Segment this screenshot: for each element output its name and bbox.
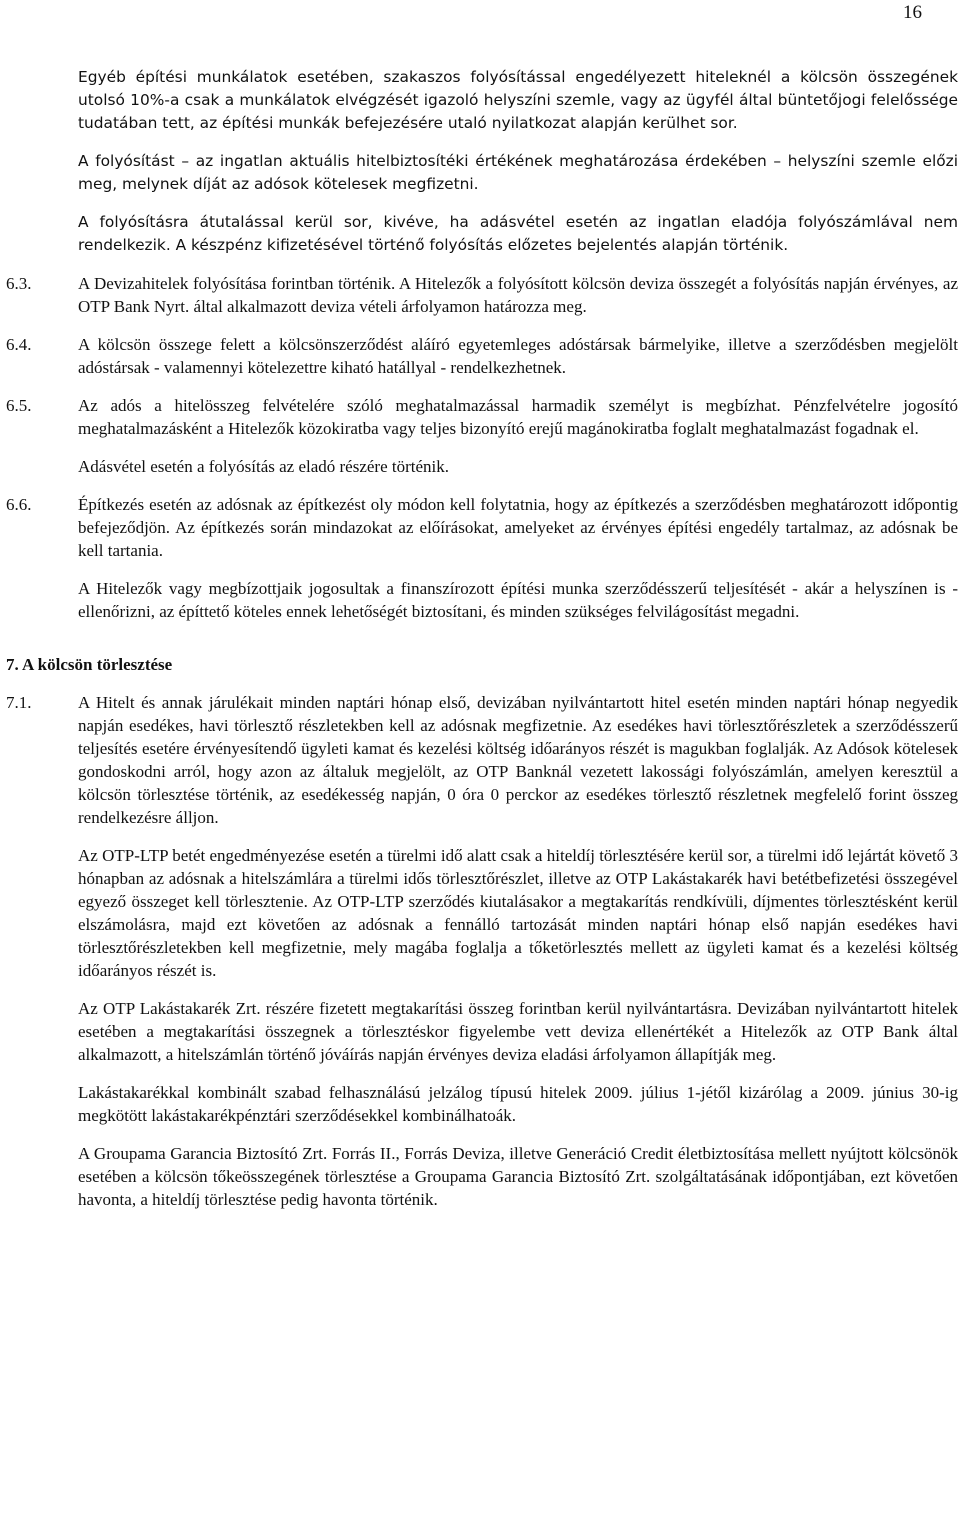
section-text: Az adós a hitelösszeg felvételére szóló meghatalmazással harmadik személyt is megbízhat. Pénzfelvételre jogosító meghatalmazásként a Hitelezők közokiratba vagy teljes bizonyító erejű magánokiratba foglalt meghatalmazást fogadnak el. [78,396,958,438]
paragraph-construction-disbursement: Egyéb építési munkálatok esetében, szakaszos folyósítással engedélyezett hiteleknél a kölcsön összegének utolsó 10%-a csak a munkálatok elvégzését igazoló helyszíni szemle, vagy az ügyfél által büntetőjogi felelőssége tudatában tett, az építési munkák befejezésére utaló nyilatkozat alapján kerülhet sor. [78,68,958,132]
section-text: A kölcsön összege felett a kölcsönszerződést aláíró egyetemleges adóstársak bármelyike, illetve a szerződésben megjelölt adóstársak - valamennyi kötelezettre kiható hatállyal - rendelkezhetnek. [78,335,958,377]
page-number: 16 [903,2,922,23]
paragraph-creditor-inspection: A Hitelezők vagy megbízottjaik jogosultak a finanszírozott építési munka szerződésszerű teljesítését - akár a helyszínen is - ellenőrizni, az építtető köteles ennek lehetőségét biztosítani, és minden szükséges felvilágosítást megadni. [78,579,958,621]
section-heading-7: 7. A kölcsön törlesztése [6,655,173,674]
section-number: 6.4. [6,335,32,354]
paragraph-transfer-disbursement: A folyósításra átutalással kerül sor, kivéve, ha adásvétel esetén az ingatlan eladója folyószámlával nem rendelkezik. A készpénz kifizetésével történő folyósítás előzetes bejelentés alapján történik. [78,213,958,254]
paragraph-savings-record: Az OTP Lakástakarék Zrt. részére fizetett megtakarítási összeg forintban kerül nyilvántartásra. Devizában nyilvántartott hitelek esetében a megtakarítási összegnek a törlesztéskor figyelembe vett deviza ellenértékét a Hitelezők az OTP Bank által alkalmazott, a hitelszámlán történő jóváírás napján érvényes deviza eladási árfolyamon állapítják meg. [78,999,958,1064]
paragraph-sale-disbursement: Adásvétel esetén a folyósítás az eladó részére történik. [78,457,450,476]
section-6-5 [6,394,958,440]
section-number: 6.5. [6,396,32,415]
section-text: A Devizahitelek folyósítása forintban történik. A Hitelezők a folyósított kölcsön deviza összegét a folyósítás napján érvényes, az OTP Bank Nyrt. által alkalmazott deviza vételi árfolyamon határozza meg. [78,274,958,316]
section-text: Építkezés esetén az adósnak az építkezést oly módon kell folytatnia, hogy az építkezés a szerződésben meghatározott időpontig befejeződjön. Az építkezés során mindazokat az előírásokat, amelyeket az érvényes építési engedély tartalmaz, az adósnak be kell tartania. [78,495,958,560]
paragraph-groupama-insurance: A Groupama Garancia Biztosító Zrt. Forrás II., Forrás Deviza, illetve Generáció Credit életbiztosítása mellett nyújtott kölcsönök esetében a kölcsön tőkeösszegének törlesztése a Groupama Garancia Biztosító Zrt. szolgáltatásának időpontjában, ezt követően havonta, a hiteldíj törlesztése pedig havonta történik. [78,1144,958,1209]
section-number: 7.1. [6,693,32,712]
paragraph-combined-loans: Lakástakarékkal kombinált szabad felhasználású jelzálog típusú hitelek 2009. július 1-jétől kizárólag a 2009. június 30-ig megkötött lakástakarékpénztári szerződésekkel kombinálhatoák. [78,1083,958,1125]
section-7-1 [6,691,958,829]
section-number: 6.6. [6,495,32,514]
paragraph-site-inspection: A folyósítást – az ingatlan aktuális hitelbiztosítéki értékének meghatározása érdekében – helyszíni szemle előzi meg, melynek díját az adósok kötelesek megfizetni. [78,152,958,193]
section-number: 6.3. [6,274,32,293]
paragraph-otp-ltp: Az OTP-LTP betét engedményezése esetén a türelmi idő alatt csak a hiteldíj törlesztésére kerül sor, a türelmi idő lejártát követő 3 hónapban az adósnak a hitelszámlára a türelmi idős törlesztőrészlet, illetve az OTP Lakástakarék havi betétbefizetési összegével egyező összeget kell törlesztenie. Az OTP-LTP szerződés kiutalásakor a megtakarítás rendkívüli, díjmentes törlesztésként kerül elszámolásra, majd ezt követően az adósnak a fennálló tartozását minden naptári hónap első napján esedékes havi törlesztőrészletekben kell megfizetnie, mely magába foglalja a tőketörlesztés mellett az ügyleti kamat és a kezelési költség időarányos részét is. [78,846,958,980]
section-text: A Hitelt és annak járulékait minden naptári hónap első, devizában nyilvántartott hitel esetén minden naptári hónap negyedik napján esedékes, havi törlesztő részletekben kell az adósnak megfizetnie. Az esedékes havi törlesztőrészletek a szerződésszerű teljesítés esetére érvényesítendő ügyleti kamat és kezelési költség időarányos részét is magukban foglalják. Az Adósok kötelesek gondoskodni arról, hogy azon az általuk megjelölt, az OTP Banknál vezetett lakossági folyószámlán, amelyen keresztül a kölcsön törlesztése történik, az esedékesség napján, 0 óra 0 perckor az esedékes törlesztő részletnek megfelelő forint összeg rendelkezésre álljon. [78,693,958,827]
section-6-3 [6,272,958,318]
section-6-6 [6,493,958,562]
section-6-4 [6,333,958,379]
document-body [6,66,958,1226]
